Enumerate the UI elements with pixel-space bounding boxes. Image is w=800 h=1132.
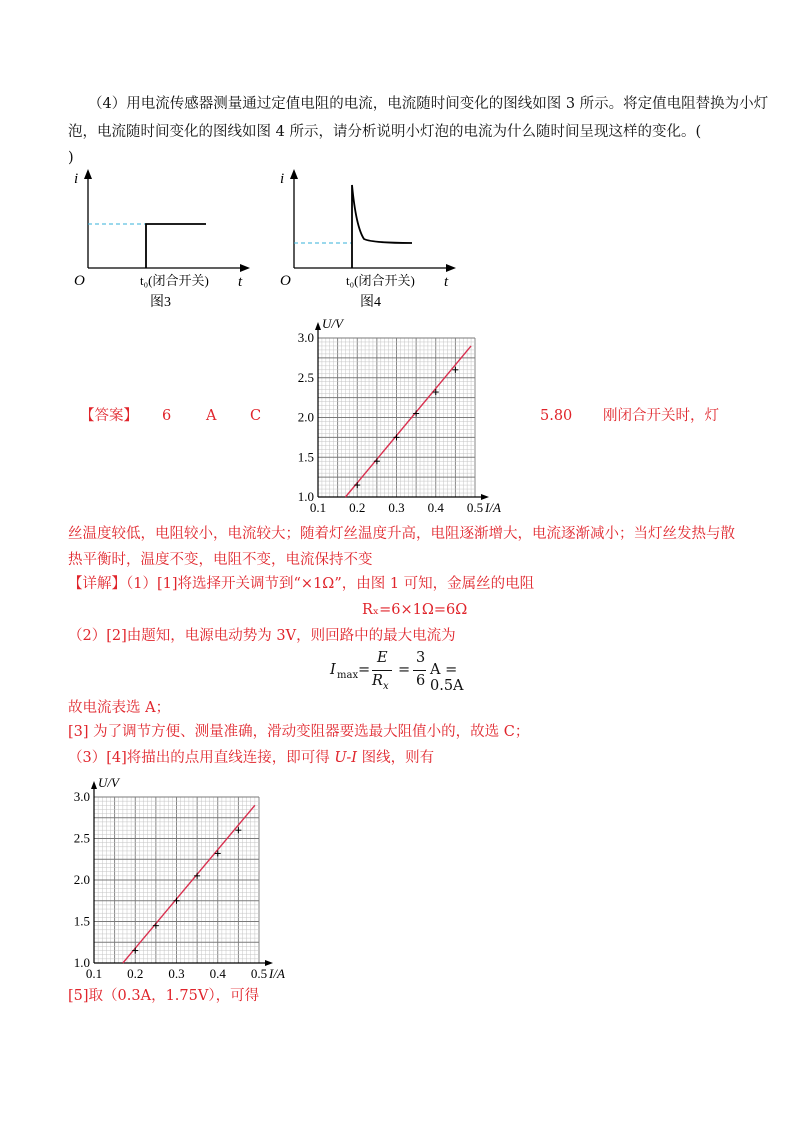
u-i-chart-answer xyxy=(280,314,510,514)
data-point xyxy=(354,482,360,488)
detail-paragraph-2: （2）[2]由题知，电源电动势为 3V，则回路中的最大电流为 xyxy=(68,628,456,644)
figure-3 xyxy=(66,165,256,310)
y-tick-label: 3.0 xyxy=(297,330,314,345)
y-tick-label: 2.0 xyxy=(297,409,314,425)
answer-4: 5.80 xyxy=(540,408,573,424)
detail-label: 【详解】 xyxy=(68,576,126,592)
y-tick-label: 1.5 xyxy=(73,913,90,929)
detail-paragraph-3: 故电流表选 A； xyxy=(68,700,171,716)
x-tick-label: 0.1 xyxy=(309,500,327,514)
fig4-current-curve xyxy=(352,185,412,268)
x-tick-label: 0.3 xyxy=(168,966,185,981)
fig3-axes xyxy=(84,169,250,272)
y-tick-label: 2.5 xyxy=(73,830,90,846)
y-axis-arrow xyxy=(315,322,321,330)
x-tick-label: 0.2 xyxy=(127,966,144,981)
fig3-y-label: i xyxy=(74,171,79,187)
x-tick-label: 0.4 xyxy=(209,966,226,981)
x-tick-label: 0.2 xyxy=(349,500,366,514)
figure-4 xyxy=(272,165,462,310)
question-line-1: （4）用电流传感器测量通过定值电阻的电流，电流随时间变化的图线如图 3 所示。将定值电阻替换为小灯 xyxy=(88,96,769,112)
data-point xyxy=(374,458,380,464)
fig3-x-label: t xyxy=(238,274,243,290)
answer-label: 【答案】 xyxy=(80,408,138,424)
y-axis-label: U/V xyxy=(322,316,343,331)
fig3-caption: 图3 xyxy=(150,295,171,310)
x-tick-label: 0.5 xyxy=(250,966,268,981)
data-point xyxy=(194,873,200,879)
y-tick-label: 1.0 xyxy=(73,955,90,970)
fig3-t0-label: t₀(闭合开关) xyxy=(140,273,209,288)
data-point xyxy=(174,898,180,904)
fig4-y-label: i xyxy=(280,171,285,187)
detail-equation-2: I max = E R x = 3 6 A = 0.5A xyxy=(330,650,464,694)
answer-5-line-3: 热平衡时，温度不变，电阻不变，电流保持不变 xyxy=(68,552,373,568)
x-tick-label: 0.3 xyxy=(388,500,405,514)
detail-paragraph-1: 【详解】（1）[1]将选择开关调节到“×1Ω”，由图 1 可知，金属丝的电阻 xyxy=(68,576,535,592)
y-tick-label: 2.5 xyxy=(297,369,314,385)
fig4-caption: 图4 xyxy=(360,295,381,310)
x-axis-label: I/A xyxy=(485,500,501,514)
x-tick-label: 0.5 xyxy=(466,500,484,514)
data-point xyxy=(394,434,400,440)
x-tick-label: 0.1 xyxy=(85,966,103,981)
x-tick-label: 0.4 xyxy=(427,500,444,514)
fig4-axes xyxy=(290,169,456,272)
data-point xyxy=(132,948,138,954)
detail-paragraph-5: （3）[4]将描出的点用直线连接，即可得 U-I 图线，则有 xyxy=(68,750,435,766)
fig4-t0-label: t₀(闭合开关) xyxy=(346,273,415,288)
fig4-origin: O xyxy=(280,273,291,289)
grid xyxy=(318,338,475,497)
y-tick-label: 2.0 xyxy=(73,872,90,887)
y-tick-label: 3.0 xyxy=(73,789,90,804)
detail-paragraph-4: [3] 为了调节方便、测量准确，滑动变阻器要选最大阻值小的，故选 C； xyxy=(68,724,530,740)
answer-2: A xyxy=(206,408,217,424)
fraction-bar-1 xyxy=(372,670,392,671)
fig3-current-curve xyxy=(146,224,206,268)
data-point xyxy=(153,923,159,929)
question-line-2: 泡，电流随时间变化的图线如图 4 所示，请分析说明小灯泡的电流为什么随时间呈现这样的变化。( xyxy=(68,124,702,140)
question-line-3: ) xyxy=(68,150,74,166)
y-axis-arrow xyxy=(91,781,97,789)
y-tick-label: 1.0 xyxy=(297,489,314,504)
answer-5-start: 刚闭合开关时，灯 xyxy=(603,408,719,424)
detail-equation-1: Rₓ=6×1Ω=6Ω xyxy=(362,602,468,618)
grid xyxy=(94,797,259,963)
answer-1: 6 xyxy=(162,408,172,424)
detail-paragraph-6: [5]取（0.3A，1.75V），可得 xyxy=(68,988,260,1004)
y-tick-label: 1.5 xyxy=(297,449,314,465)
fig3-origin: O xyxy=(74,273,85,289)
y-axis-label: U/V xyxy=(98,775,119,790)
answer-5-line-2: 丝温度较低，电阻较小，电流较大；随着灯丝温度升高，电阻逐渐增大，电流逐渐减小；当灯丝发热与散 xyxy=(68,526,735,542)
x-axis-label: I/A xyxy=(269,966,285,981)
answer-3: C xyxy=(250,408,262,424)
fraction-bar-2 xyxy=(413,670,426,671)
fig4-x-label: t xyxy=(444,274,449,290)
u-i-chart-detail xyxy=(64,773,304,981)
